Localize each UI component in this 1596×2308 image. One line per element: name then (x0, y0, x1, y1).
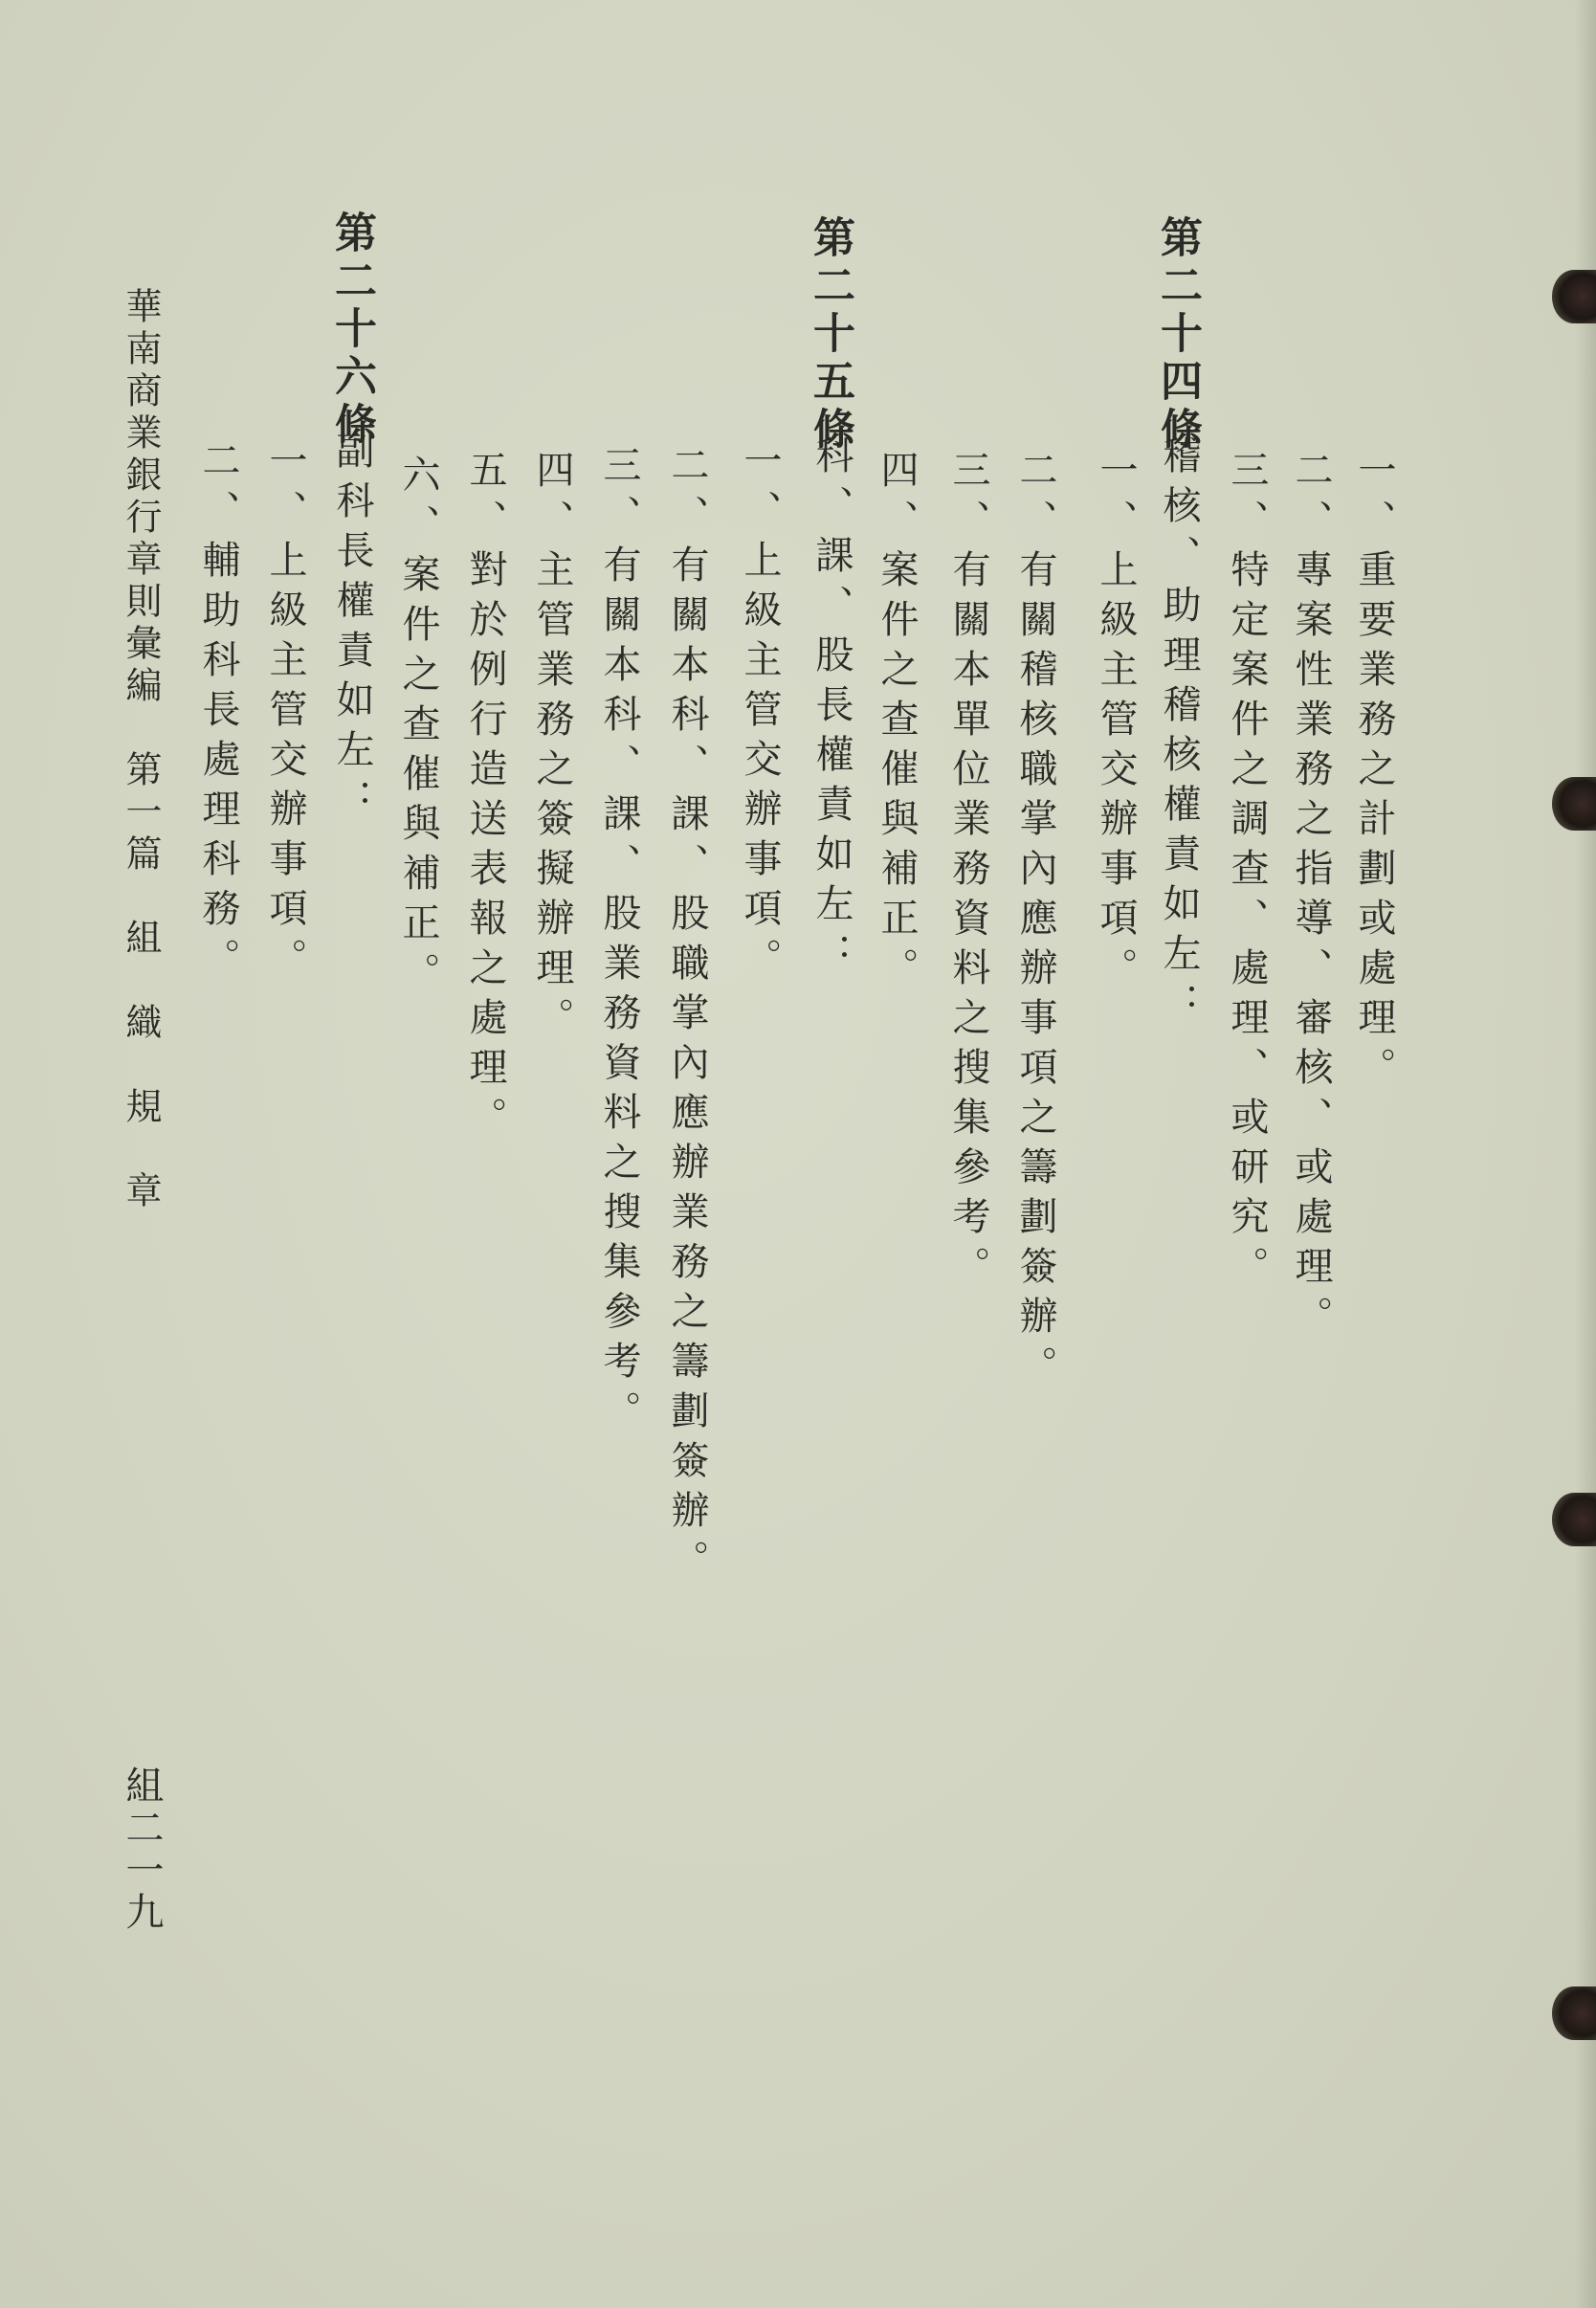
article-25-item-4: 四、主管業務之簽擬辦理。 (530, 450, 574, 1047)
article-26-title: 第二十六條 (327, 211, 376, 450)
article-24-title: 第二十四條 (1153, 215, 1202, 455)
binder-hole-4 (1552, 1986, 1596, 2040)
running-header: 華南商業銀行章則彙編 第一篇 組 織 規 章 (120, 287, 162, 1213)
article-26-intro: 副科長權責如左： (330, 431, 374, 829)
article-25-item-3: 三、有關本科、課、股業務資料之搜集參考。 (597, 445, 641, 1440)
article-25-intro: 科、課、股長權責如左： (809, 435, 853, 983)
article-24-item-1: 一、上級主管交辦事項。 (1094, 450, 1138, 997)
page-number: 組二一九 (120, 1765, 164, 1934)
binder-hole-3 (1552, 1493, 1596, 1546)
binder-hole-1 (1552, 270, 1596, 323)
article-26-item-1: 一、上級主管交辦事項。 (263, 440, 307, 988)
article-25-item-6: 六、案件之查催與補正。 (396, 455, 440, 1002)
prev-item-3: 三、特定案件之調查、處理、或研究。 (1225, 450, 1269, 1296)
article-24-item-3: 三、有關本單位業務資料之搜集參考。 (946, 450, 990, 1296)
article-25-item-2: 二、有關本科、課、股職掌內應辦業務之籌劃簽辦。 (665, 445, 709, 1589)
prev-item-1: 一、重要業務之計劃或處理。 (1352, 450, 1396, 1097)
article-25-item-5: 五、對於例行造送表報之處理。 (463, 450, 507, 1146)
article-25-item-1: 一、上級主管交辦事項。 (738, 440, 782, 988)
article-24-intro: 稽核、助理稽核權責如左： (1157, 435, 1201, 1032)
prev-item-2: 二、專案性業務之指導、審核、或處理。 (1289, 450, 1333, 1345)
article-24-item-4: 四、案件之查催與補正。 (875, 450, 919, 997)
binder-hole-2 (1552, 777, 1596, 831)
page-edge-shadow (1575, 0, 1596, 2308)
article-25-title: 第二十五條 (806, 215, 854, 455)
article-26-item-2: 二、輔助科長處理科務。 (196, 440, 240, 988)
article-24-item-2: 二、有關稽核職掌內應辦事項之籌劃簽辦。 (1013, 450, 1057, 1395)
